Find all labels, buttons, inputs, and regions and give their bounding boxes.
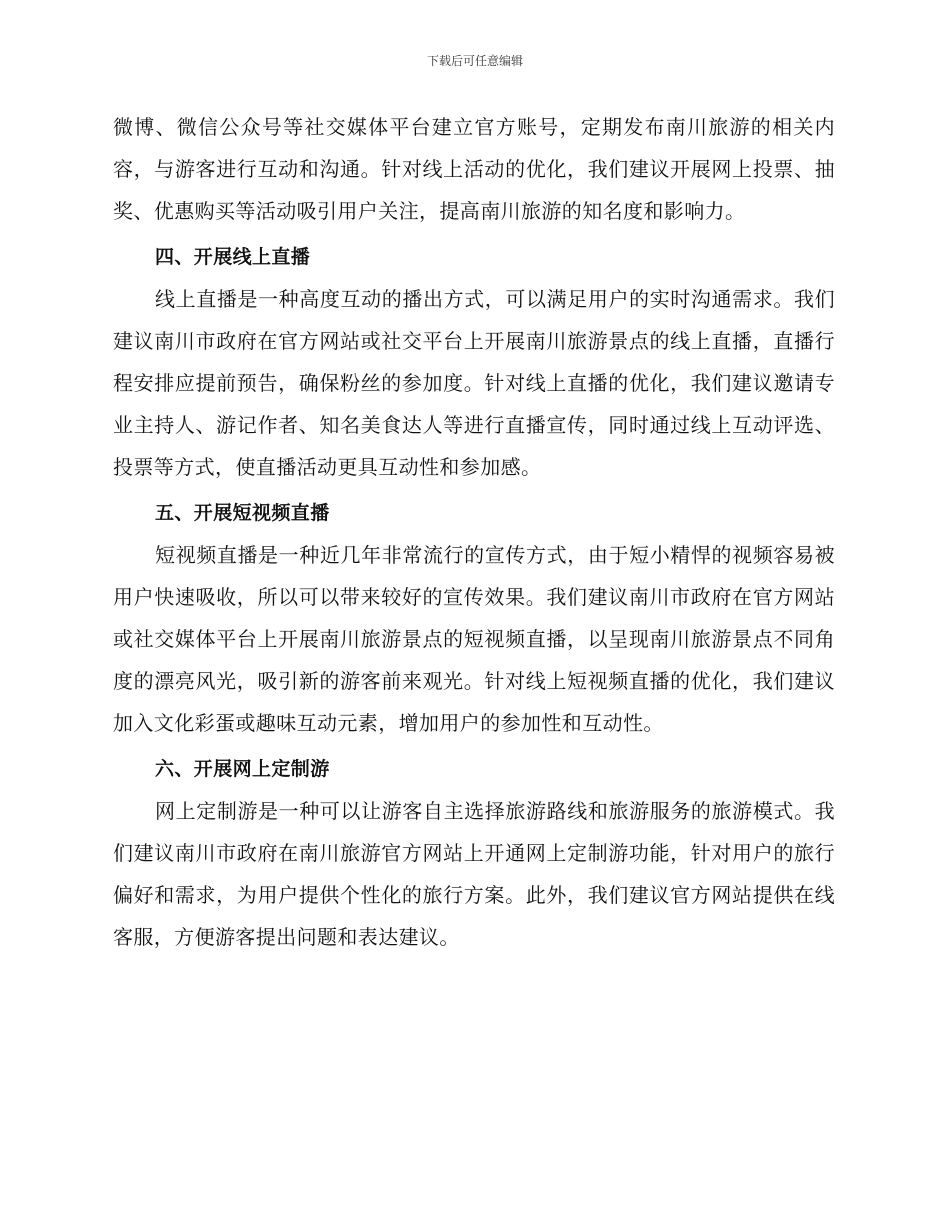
page-header-note: 下载后可任意编辑 [426, 54, 523, 68]
section-paragraph-short-video: 短视频直播是一种近几年非常流行的宣传方式，由于短小精悍的视频容易被用户快速吸收，所以可以带来较好的宣传效果。我们建议南川市政府在官方网站或社交媒体平台上开展南川旅游景点的短视频直播，以呈现南川旅游景点不同角度的漂亮风光，吸引新的游客前来观光。针对线上短视频直播的优化，我们建议加入文化彩蛋或趣味互动元素，增加用户的参加性和互动性。 [113, 543, 835, 735]
section-paragraph-custom-tour: 网上定制游是一种可以让游客自主选择旅游路线和旅游服务的旅游模式。我们建议南川市政府在南川旅游官方网站上开通网上定制游功能，针对用户的旅行偏好和需求，为用户提供个性化的旅行方案。此外，我们建议官方网站提供在线客服，方便游客提出问题和表达建议。 [113, 799, 835, 949]
intro-paragraph: 微博、微信公众号等社交媒体平台建立官方账号，定期发布南川旅游的相关内容，与游客进行互动和沟通。针对线上活动的优化，我们建议开展网上投票、抽奖、优惠购买等活动吸引用户关注，提高南川旅游的知名度和影响力。 [113, 115, 835, 223]
document-body [113, 106, 835, 958]
section-heading-live-stream: 四、开展线上直播 [155, 246, 311, 268]
section-paragraph-live-stream: 线上直播是一种高度互动的播出方式，可以满足用户的实时沟通需求。我们建议南川市政府在官方网站或社交平台上开展南川旅游景点的线上直播，直播行程安排应提前预告，确保粉丝的参加度。针对线上直播的优化，我们建议邀请专业主持人、游记作者、知名美食达人等进行直播宣传，同时通过线上互动评选、投票等方式，使直播活动更具互动性和参加感。 [113, 287, 835, 479]
section-heading-custom-tour: 六、开展网上定制游 [155, 758, 330, 780]
section-heading-short-video: 五、开展短视频直播 [155, 502, 330, 524]
